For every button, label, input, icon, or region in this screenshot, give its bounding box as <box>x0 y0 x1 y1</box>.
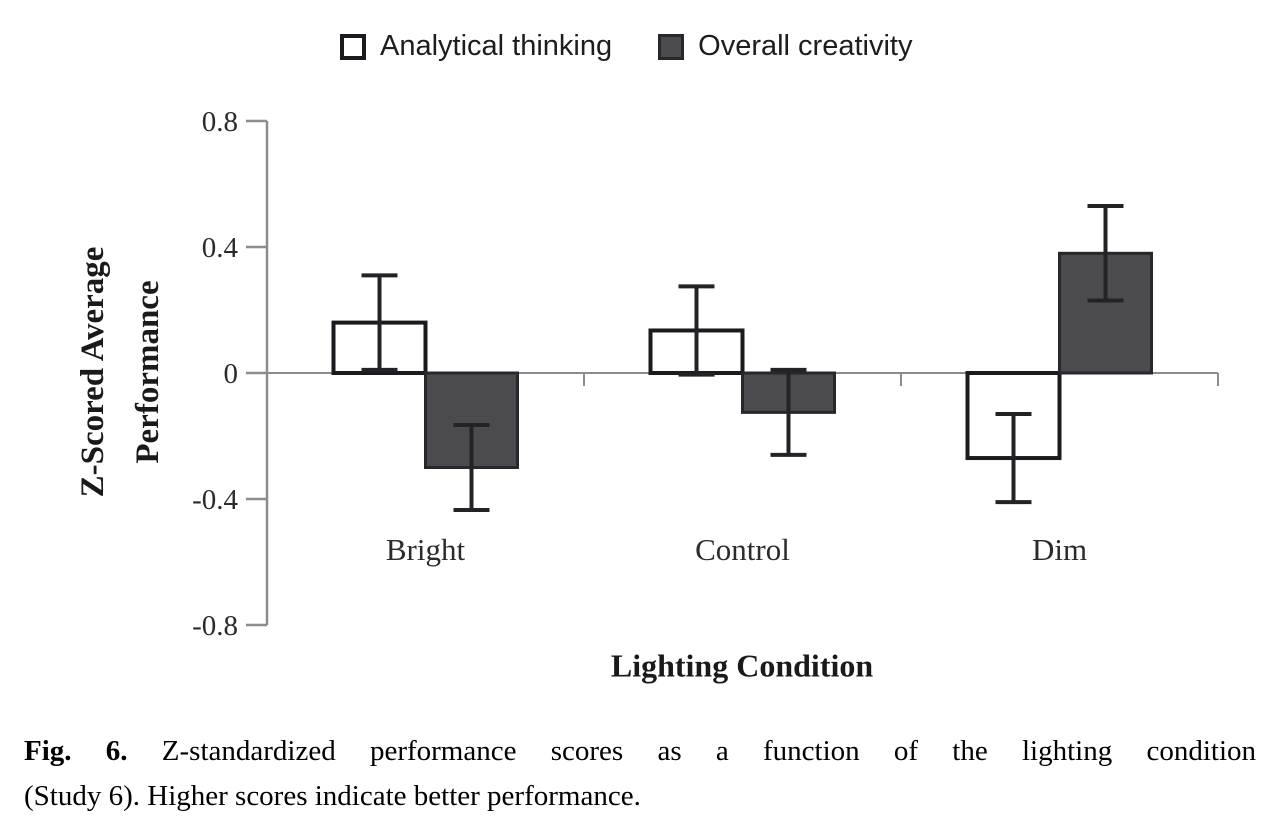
y-axis-title-line-1: Z-Scored Average <box>75 246 111 498</box>
legend-label-creativity: Overall creativity <box>698 30 913 62</box>
caption-text: Z-standardized performance scores as a function of the lighting condition <box>161 735 1257 767</box>
figure-caption <box>24 729 1256 819</box>
category-label-dim: Dim <box>1031 532 1088 567</box>
y-tick-label: 0 <box>223 358 238 390</box>
y-axis-title-line-2: Performance <box>130 280 166 464</box>
category-label-bright: Bright <box>385 532 466 567</box>
caption-line-1 <box>24 729 1256 774</box>
y-tick-label: 0.4 <box>201 232 238 264</box>
category-label-control: Control <box>695 532 790 567</box>
x-axis-title: Lighting Condition <box>610 647 874 684</box>
y-tick-label: -0.8 <box>192 610 238 642</box>
caption-line-2: (Study 6). Higher scores indicate better performance. <box>24 780 641 812</box>
caption-figure-label: Fig. 6. <box>24 735 128 767</box>
y-tick-label: 0.8 <box>201 106 238 138</box>
y-tick-label: -0.4 <box>192 484 238 516</box>
legend-label-analytical: Analytical thinking <box>380 30 613 62</box>
